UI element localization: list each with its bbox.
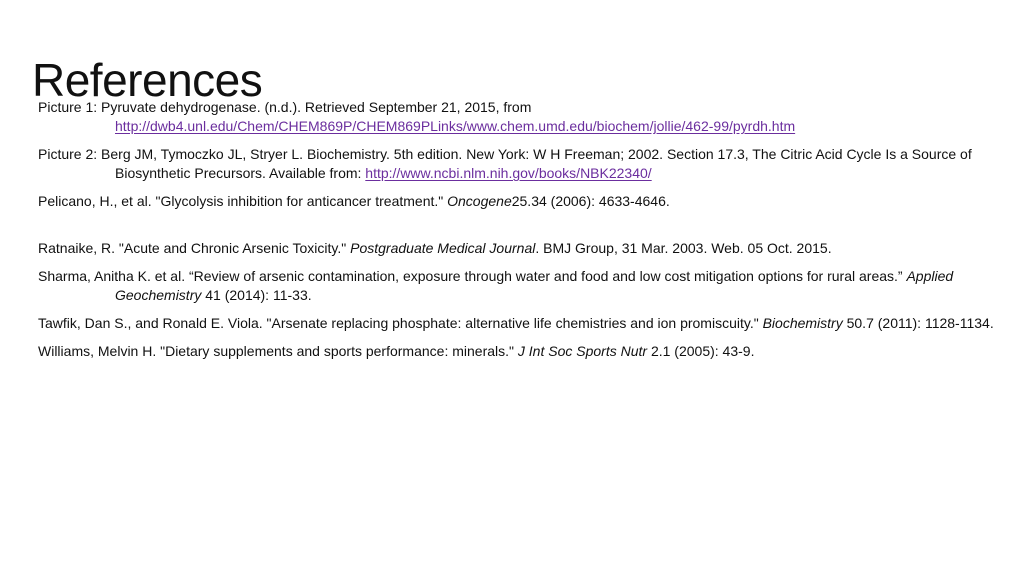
reference-item-4: [38, 239, 998, 258]
reference-text: Picture 1: Pyruvate dehydrogenase. (n.d.). Retrieved September 21, 2015, from: [38, 99, 532, 115]
reference-item-2: [38, 145, 998, 183]
reference-text: Ratnaike, R. "Acute and Chronic Arsenic Toxicity.": [38, 240, 351, 256]
reference-list: [38, 98, 998, 370]
reference-link-1[interactable]: http://dwb4.unl.edu/Chem/CHEM869P/CHEM869PLinks/www.chem.umd.edu/biochem/jollie/462-99/pyrdh.htm: [115, 118, 796, 134]
journal-title: Oncogene: [447, 193, 512, 209]
reference-details: 50.7 (2011): 1128-1134.: [842, 315, 994, 331]
reference-link-2[interactable]: http://www.ncbi.nlm.nih.gov/books/NBK22340/: [365, 165, 652, 181]
reference-text: Williams, Melvin H. "Dietary supplements and sports performance: minerals.": [38, 343, 518, 359]
reference-text: Sharma, Anitha K. et al. “Review of arsenic contamination, exposure through water and food and low cost mitigation options for rural areas.”: [38, 268, 907, 284]
journal-title: Biochemistry: [762, 315, 843, 331]
journal-title: Postgraduate Medical Journal: [350, 240, 536, 256]
reference-details: 2.1 (2005): 43-9.: [647, 343, 755, 359]
reference-item-1: [38, 98, 998, 136]
journal-title: Applied Geochemistry: [115, 268, 954, 303]
reference-details: 41 (2014): 11-33.: [201, 287, 312, 303]
reference-details: . BMJ Group, 31 Mar. 2003. Web. 05 Oct. 2015.: [535, 240, 832, 256]
journal-title: J Int Soc Sports Nutr: [517, 343, 648, 359]
reference-details: 25.34 (2006): 4633-4646.: [511, 193, 670, 209]
reference-item-6: [38, 314, 998, 333]
reference-text: Tawfik, Dan S., and Ronald E. Viola. "Arsenate replacing phosphate: alternative life chemistries and ion promiscuity.": [38, 315, 763, 331]
reference-text: Pelicano, H., et al. "Glycolysis inhibition for anticancer treatment.": [38, 193, 448, 209]
reference-text: Picture 2: Berg JM, Tymoczko JL, Stryer L. Biochemistry. 5th edition. New York: W H Freeman; 2002. Section 17.3, The Citric Acid Cycle Is a Source of Biosynthetic Precursors. Available from:: [38, 146, 972, 181]
reference-item-3: [38, 192, 998, 211]
page-title: References: [32, 53, 263, 106]
reference-item-5: [38, 267, 998, 305]
reference-item-7: [38, 342, 998, 361]
